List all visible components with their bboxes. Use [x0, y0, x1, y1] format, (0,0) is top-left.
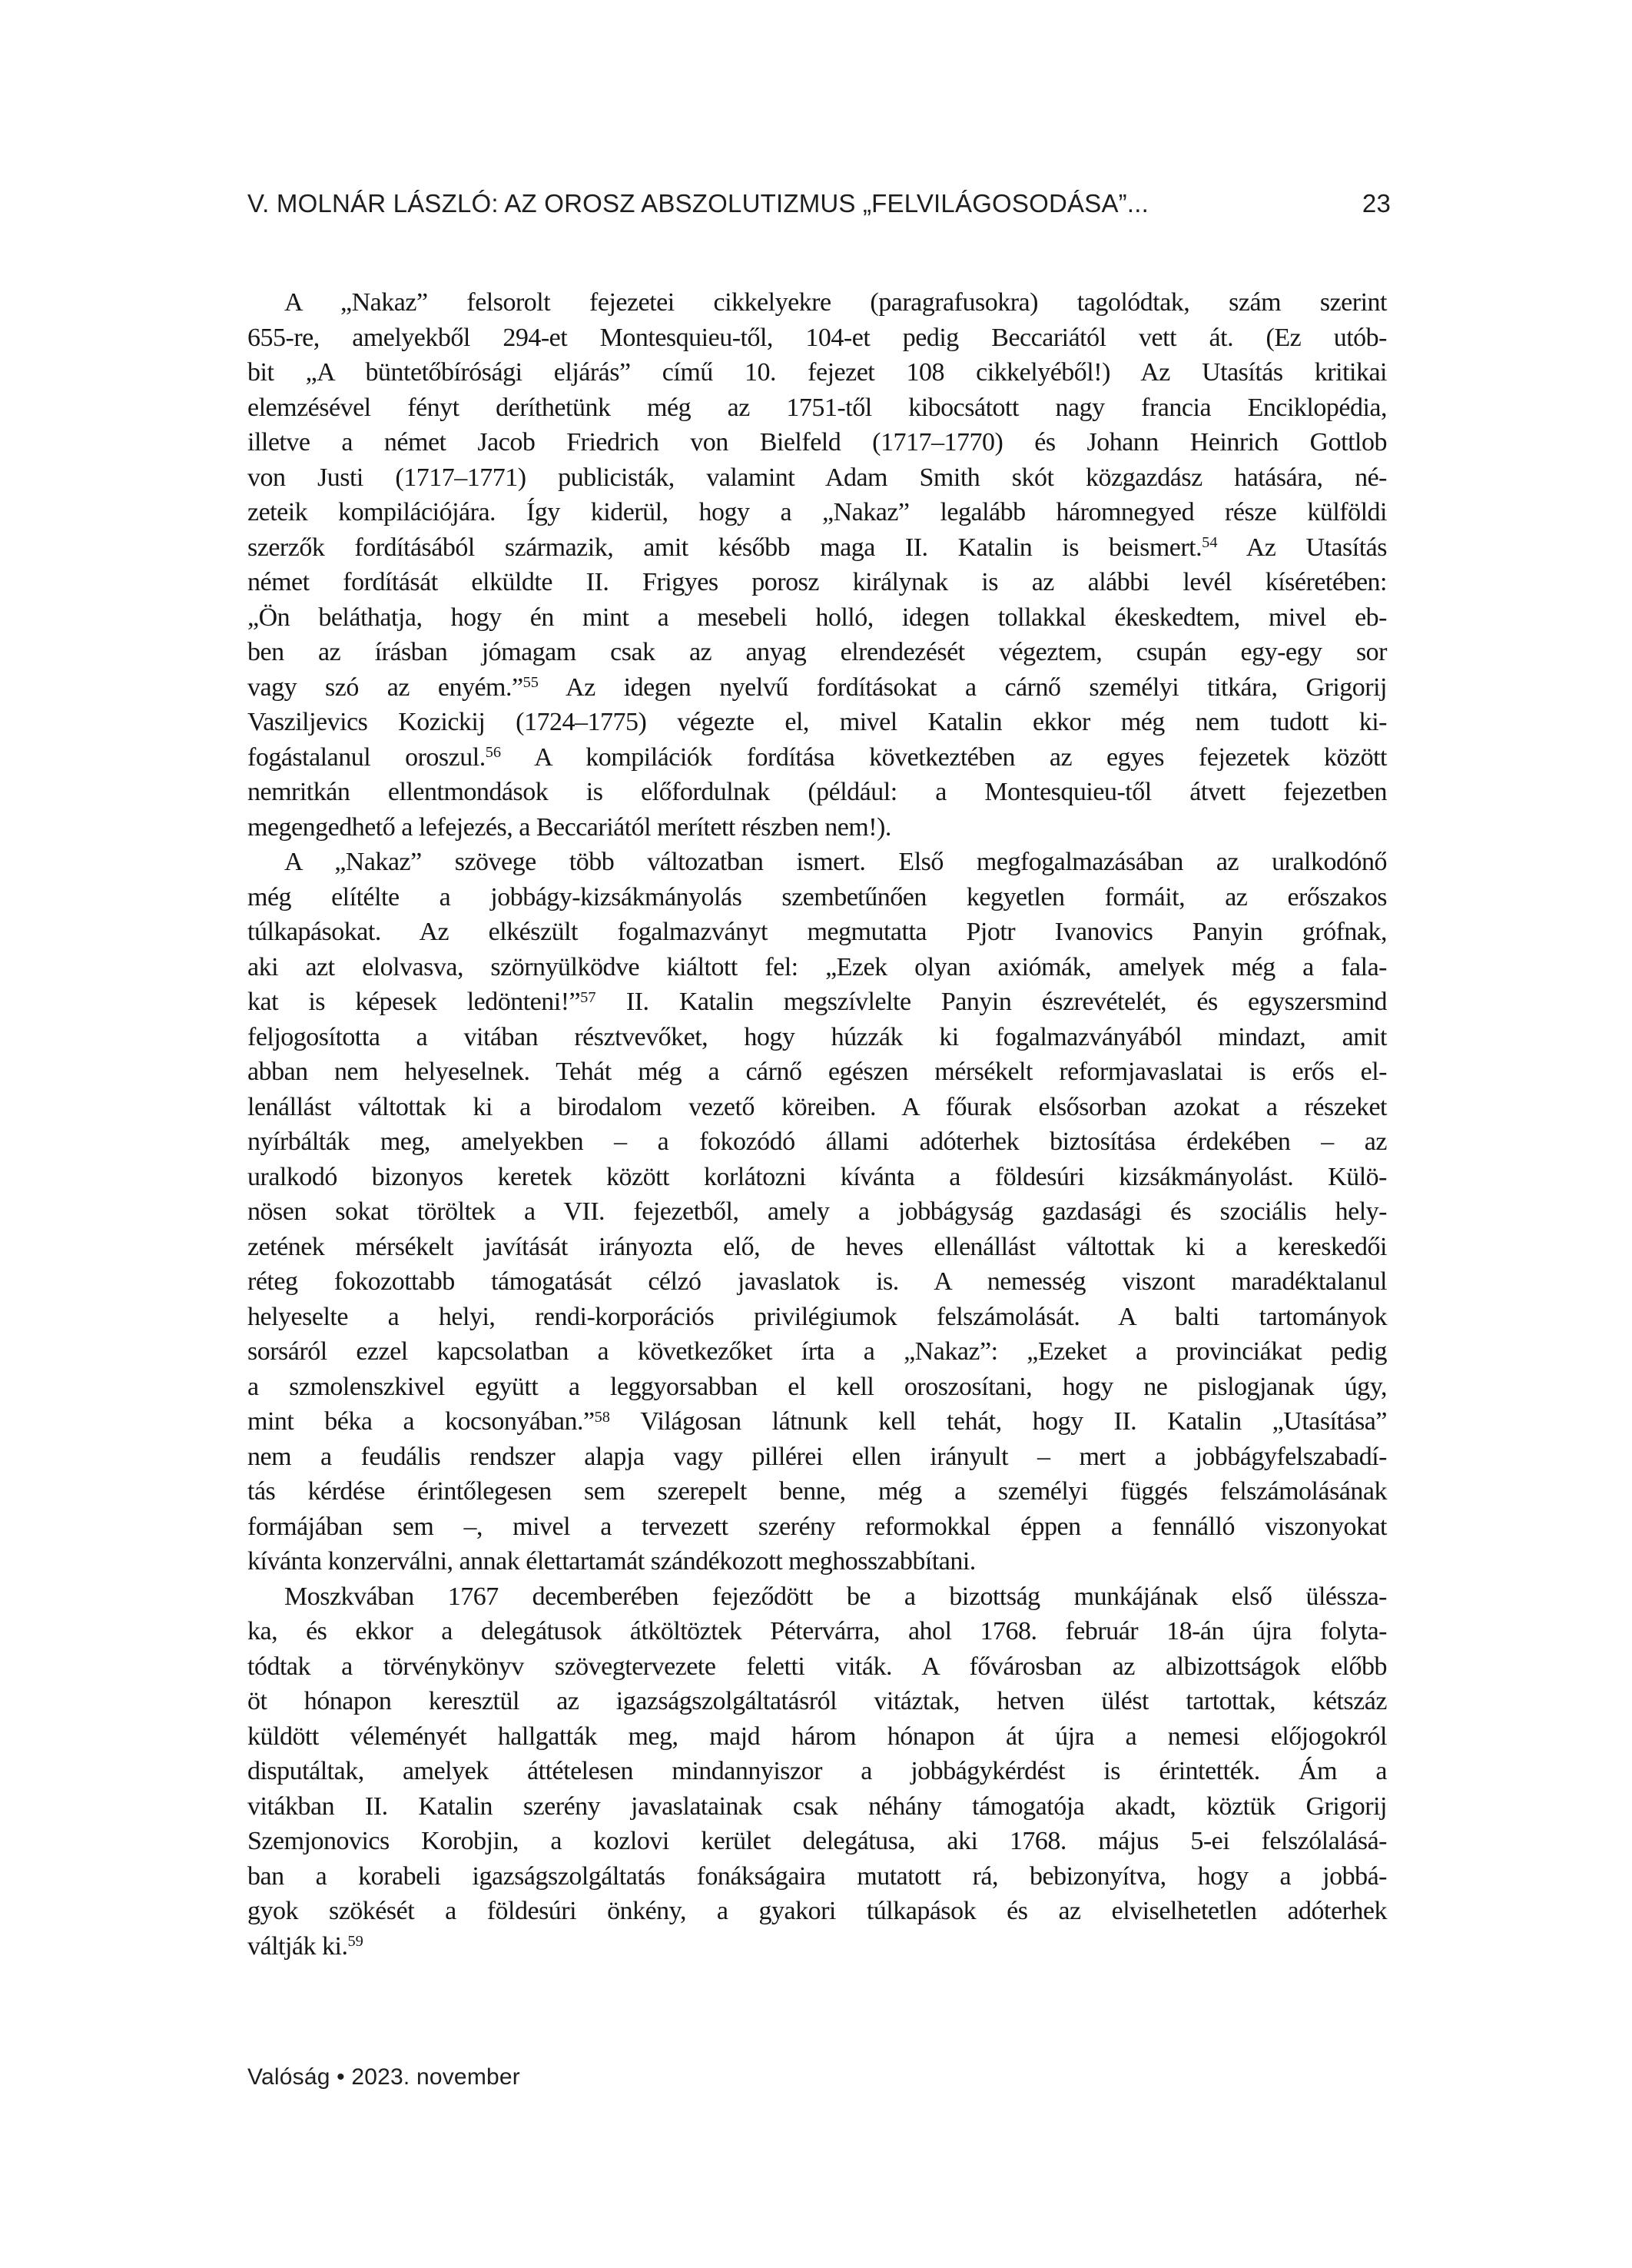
text-line: lenállást váltottak ki a birodalom vezető köreiben. A főurak elsősorban azokat a részeket	[247, 1092, 1387, 1121]
text-line: formájában sem –, mivel a tervezett szerény reformokkal éppen a fennálló viszonyokat	[247, 1512, 1387, 1541]
text-line: Szemjonovics Korobjin, a kozlovi kerület delegátusa, aki 1768. május 5-ei felszólalásá-	[247, 1827, 1387, 1855]
text-line: ban a korabeli igazságszolgáltatás fonákságaira mutatott rá, bebizonyítva, hogy a jobbá-	[247, 1861, 1387, 1891]
footnote-reference: 54	[1202, 534, 1218, 552]
text-line: A „Nakaz” felsorolt fejezetei cikkelyekre (paragrafusokra) tagolódtak, szám szerint	[284, 288, 1387, 317]
footnote-reference: 59	[347, 1933, 363, 1951]
text-line: német fordítását elküldte II. Frigyes porosz királynak is az alábbi levél kíséretében:	[247, 568, 1387, 596]
text-line: elemzésével fényt deríthetünk még az 1751-től kibocsátott nagy francia Enciklopédia,	[247, 393, 1387, 422]
text-line: réteg fokozottabb támogatását célzó javaslatok is. A nemesség viszont maradéktalanul	[247, 1267, 1387, 1296]
text-line: túlkapásokat. Az elkészült fogalmazványt megmutatta Pjotr Ivanovics Panyin grófnak,	[247, 918, 1387, 946]
text-line: mint béka a kocsonyában.”$^{58}$ Világosan látnunk kell tehát, hogy II. Katalin „Utasítása”	[247, 1407, 1387, 1436]
text-line: váltják ki.$^{59}$	[247, 1931, 363, 1961]
text-line: még elítélte a jobbágy-kizsákmányolás szembetűnően kegyetlen formáit, az erőszakos	[247, 882, 1387, 912]
text-line: nyírbálták meg, amelyekben – a fokozódó állami adóterhek biztosítása érdekében – az	[247, 1127, 1387, 1156]
text-line: kat is képesek ledönteni!”$^{57}$ II. Katalin megszívlelte Panyin észrevételét, és egyszersmind	[247, 988, 1388, 1016]
text-line: gyok szökését a földesúri önkény, a gyakori túlkapások és az elviselhetetlen adóterhek	[247, 1897, 1387, 1925]
text-line: abban nem helyeselnek. Tehát még a cárnő egészen mérsékelt reformjavaslatai is erős el-	[247, 1058, 1387, 1086]
text-line: zeteik kompilációjára. Így kiderül, hogy a „Nakaz” legalább háromnegyed része külföldi	[247, 498, 1387, 526]
text-line: nem a feudális rendszer alapja vagy pillérei ellen irányult – mert a jobbágyfelszabadí-	[247, 1442, 1387, 1471]
text-line: illetve a német Jacob Friedrich von Bielfeld (1717–1770) és Johann Heinrich Gottlob	[247, 428, 1387, 457]
text-line: Vasziljevics Kozickij (1724–1775) végezte el, mivel Katalin ekkor még nem tudott ki-	[247, 708, 1387, 736]
text-line: uralkodó bizonyos keretek között korlátozni kívánta a földesúri kizsákmányolást. Külö-	[247, 1162, 1387, 1191]
text-line: tás kérdése érintőlegesen sem szerepelt benne, még a személyi függés felszámolásának	[247, 1477, 1387, 1506]
text-line: sorsáról ezzel kapcsolatban a következőket írta a „Nakaz”: „Ezeket a provinciákat pedig	[247, 1337, 1387, 1366]
text-line: 655-re, amelyekből 294-et Montesquieu-től, 104-et pedig Beccariától vett át. (Ez utób-	[247, 323, 1387, 352]
footnote-reference: 58	[594, 1408, 610, 1426]
text-line: vagy szó az enyém.”$^{55}$ Az idegen nyelvű fordításokat a cárnő személyi titkára, Grigorij	[247, 672, 1387, 702]
text-line: fogástalanul oroszul.$^{56}$ A kompilációk fordítása következtében az egyes fejezetek között	[247, 742, 1388, 772]
text-line: megengedhető a lefejezés, a Beccariától merített részben nem!).	[247, 812, 891, 842]
text-line: küldött véleményét hallgatták meg, majd három hónapon át újra a nemesi előjogokról	[247, 1722, 1387, 1751]
text-line: ka, és ekkor a delegátusok átköltöztek Pétervárra, ahol 1768. február 18-án újra folyta-	[247, 1617, 1387, 1645]
body-text	[247, 285, 1387, 1964]
text-line: nemritkán ellentmondások is előfordulnak (például: a Montesquieu-től átvett fejezetben	[247, 778, 1387, 806]
text-line: szerzők fordításából származik, amit később maga II. Katalin is beismert.$^{54}$ Az Utasítás	[247, 533, 1387, 562]
text-line: von Justi (1717–1771) publicisták, valamint Adam Smith skót közgazdász hatására, né-	[247, 463, 1387, 492]
text-line: A „Nakaz” szövege több változatban ismert. Első megfogalmazásában az uralkodónő	[284, 848, 1387, 876]
text-line: disputáltak, amelyek áttételesen mindannyiszor a jobbágykérdést is érintették. Ám a	[247, 1757, 1387, 1785]
text-line: öt hónapon keresztül az igazságszolgáltatásról vitáztak, hetven ülést tartottak, kétszáz	[247, 1687, 1387, 1715]
page-header	[247, 189, 1391, 218]
text-line: tódtak a törvénykönyv szövegtervezete feletti viták. A fővárosban az albizottságok előbb	[247, 1652, 1387, 1681]
page-footer	[247, 2064, 520, 2090]
text-line: helyeselte a helyi, rendi-korporációs privilégiumok felszámolását. A balti tartományok	[247, 1302, 1387, 1331]
text-line: feljogosította a vitában résztvevőket, hogy húzzák ki fogalmazványából mindazt, amit	[247, 1022, 1387, 1051]
text-line: nösen sokat töröltek a VII. fejezetből, amely a jobbágyság gazdasági és szociális hely-	[247, 1197, 1387, 1226]
text-line: kívánta konzerválni, annak élettartamát szándékozott meghosszabbítani.	[247, 1547, 976, 1576]
text-line: ben az írásban jómagam csak az anyag elrendezését végeztem, csupán egy-egy sor	[247, 638, 1387, 666]
text-line: zetének mérsékelt javítását irányozta elő, de heves ellenállást váltottak ki a kereskedői	[247, 1232, 1387, 1261]
footnote-reference: 57	[580, 988, 596, 1006]
text-line: aki azt elolvasva, szörnyülködve kiáltott fel: „Ezek olyan axiómák, amelyek még a fala-	[247, 952, 1387, 981]
footer-journal-line: Valóság • 2023. november	[247, 2064, 520, 2090]
text-line: „Ön beláthatja, hogy én mint a mesebeli holló, idegen tollakkal ékeskedtem, mivel eb-	[247, 603, 1387, 632]
text-line: a szmolenszkivel együtt a leggyorsabban el kell oroszosítani, hogy ne pislogjanak úgy,	[247, 1372, 1387, 1401]
footnote-reference: 55	[522, 674, 539, 692]
footnote-reference: 56	[485, 744, 502, 762]
text-line: bit „A büntetőbírósági eljárás” című 10. fejezet 108 cikkelyéből!) Az Utasítás kritikai	[247, 358, 1387, 387]
text-line: vitákban II. Katalin szerény javaslatainak csak néhány támogatója akadt, köztük Grigorij	[247, 1791, 1387, 1821]
text-line: Moszkvában 1767 decemberében fejeződött be a bizottság munkájának első üléssza-	[284, 1582, 1387, 1611]
running-head-title: V. MOLNÁR LÁSZLÓ: AZ OROSZ ABSZOLUTIZMUS „FELVILÁGOSODÁSA”...	[247, 189, 1149, 218]
page-number: 23	[1362, 189, 1391, 218]
